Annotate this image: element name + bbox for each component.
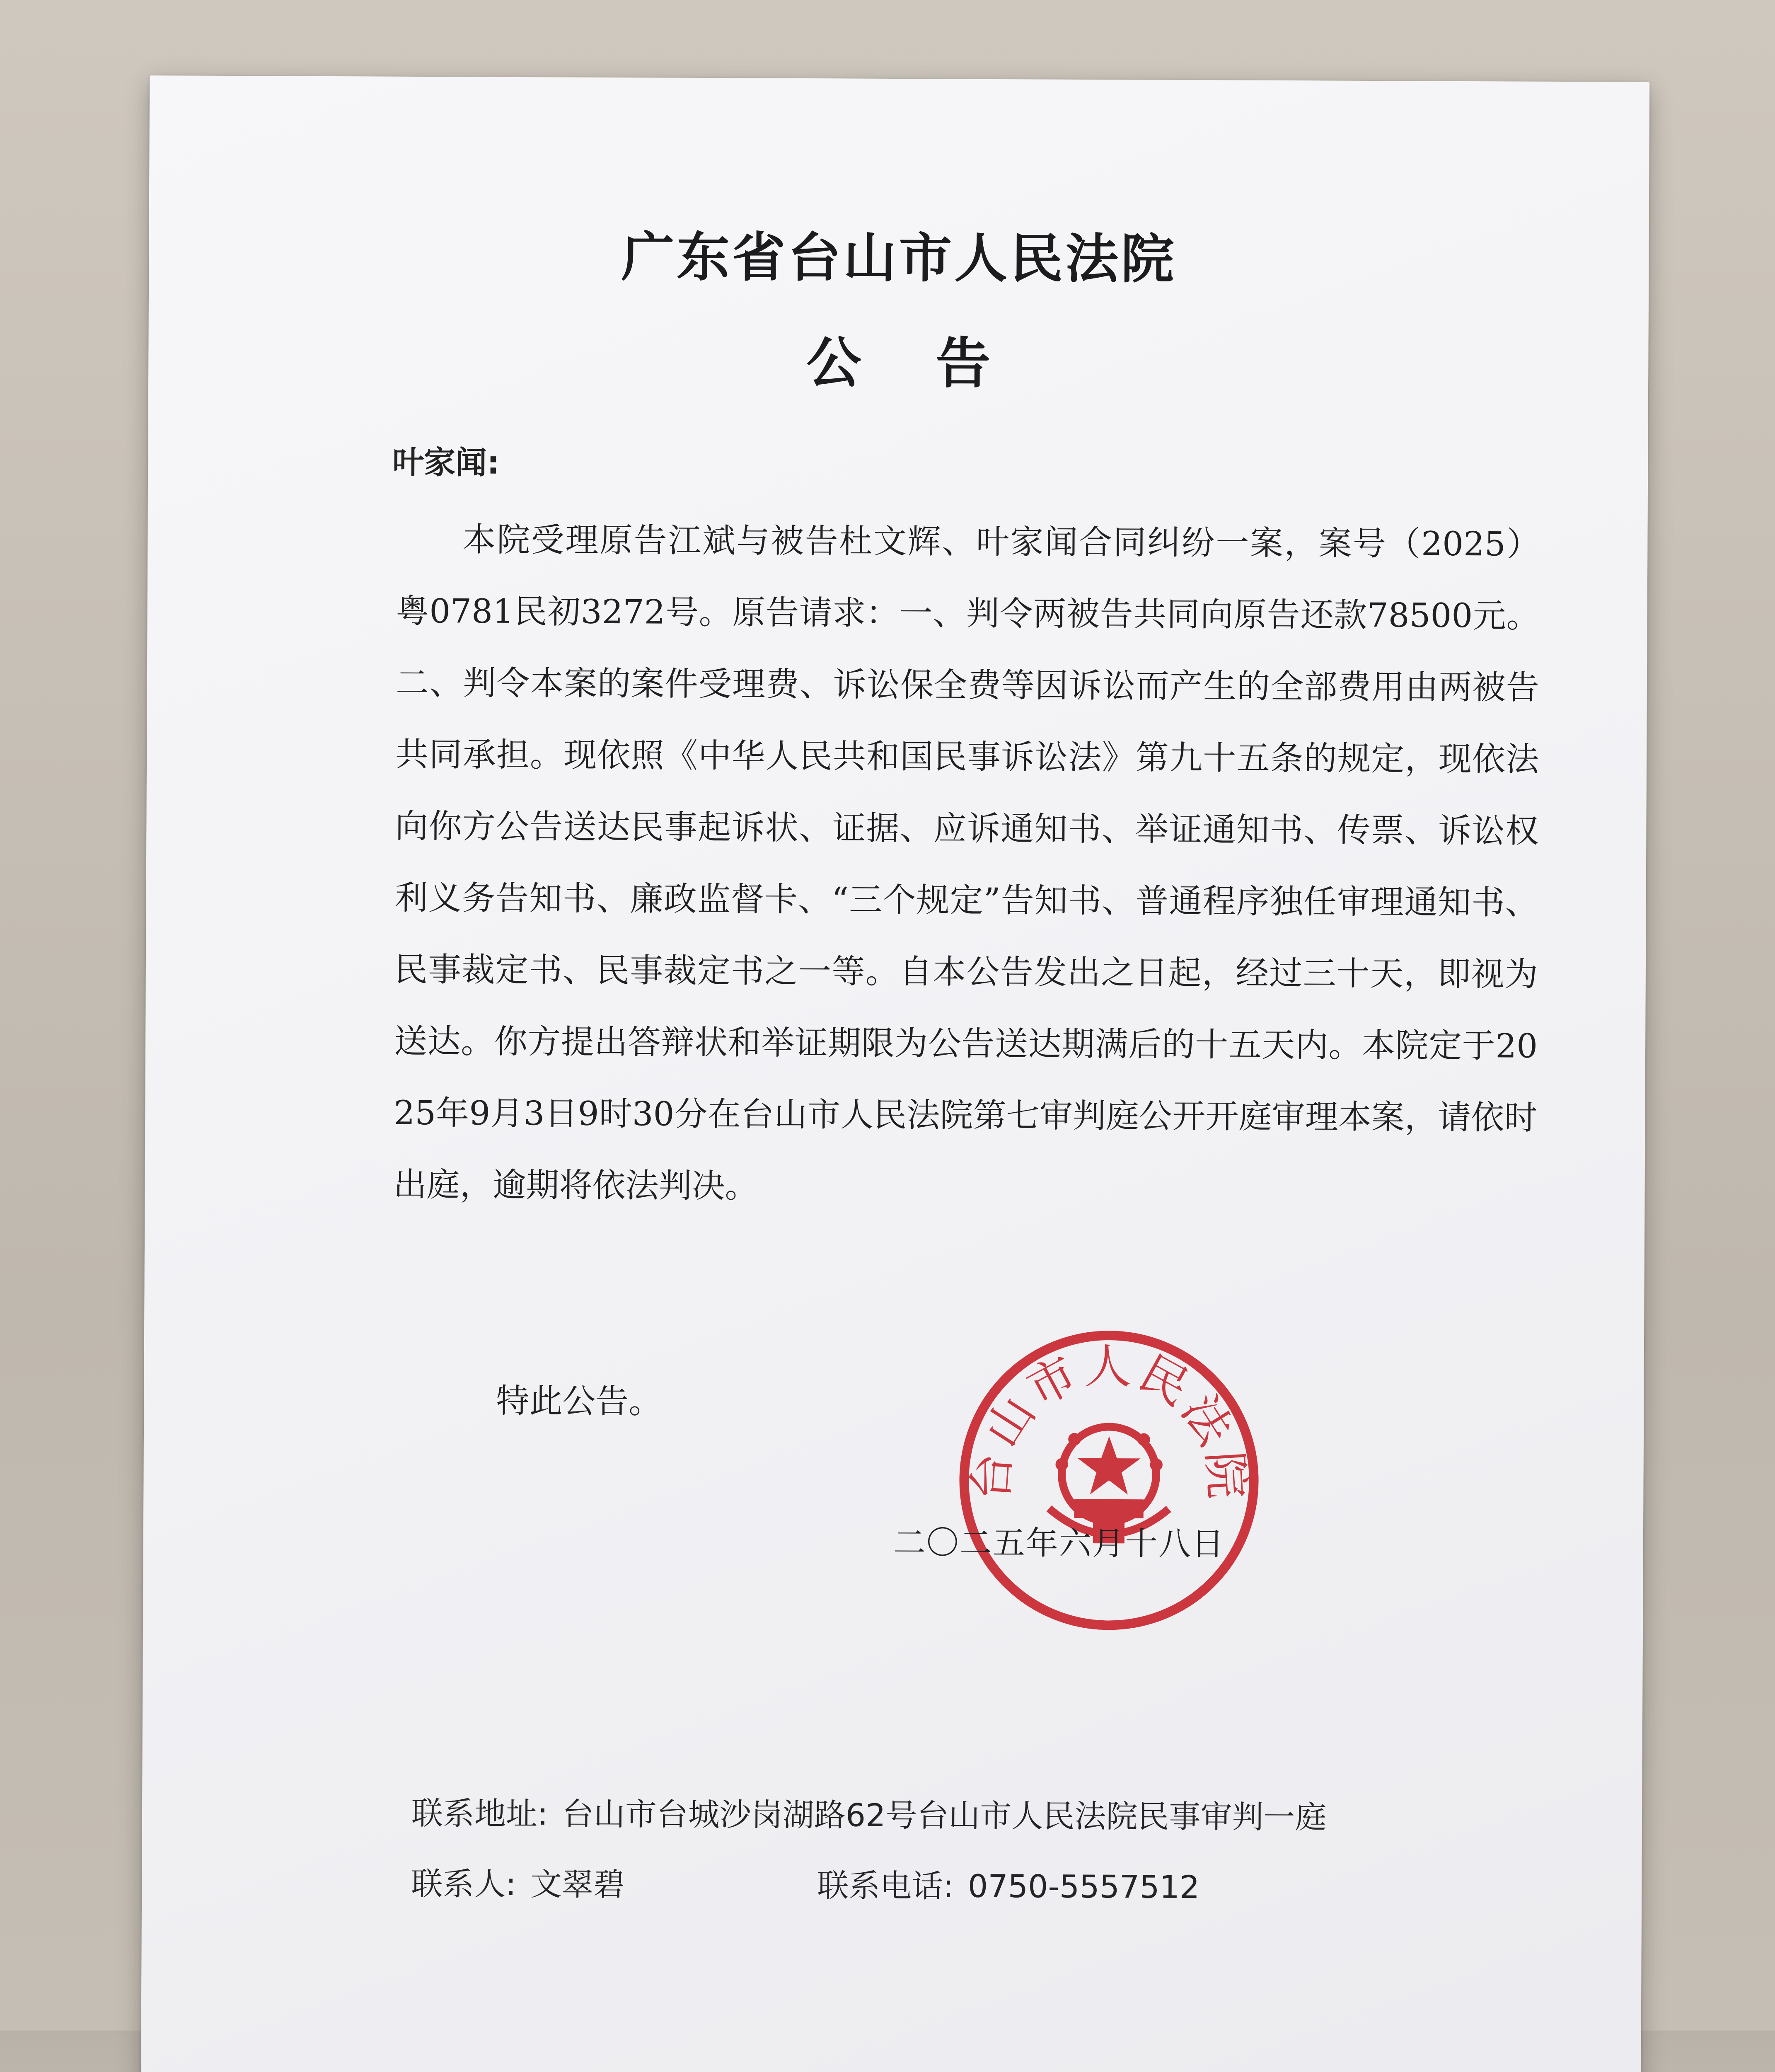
notice-body: 本院受理原告江斌与被告杜文辉、叶家闻合同纠纷一案，案号（2025）粤0781民初3272号。原告请求：一、判令两被告共同向原告还款78500元。二、判令本案的案件受理费、诉讼保全费等因诉讼而产生的全部费用由两被告共同承担。现依照《中华人民共和国民事诉讼法》第九十五条的规定，现依法向你方公告送达民事起诉状、证据、应诉通知书、举证通知书、传票、诉讼权利义务告知书、廉政监督卡、“三个规定”告知书、普通程序独任审理通知书、民事裁定书、民事裁定书之一等。自本公告发出之日起，经过三十天，即视为送达。你方提出答辩状和举证期限为公告送达期满后的十五天内。本院定于2025年9月3日9时30分在台山市人民法院第七审判庭公开开庭审理本案，请依时出庭，逾期将依法判决。 xyxy=(393,520,1540,1205)
contact-person-row xyxy=(411,1859,1200,1906)
notice-paper xyxy=(140,75,1650,2072)
document-type: 公告 xyxy=(806,331,1065,396)
court-seal xyxy=(951,1322,1267,1639)
addressee: 叶家闻: xyxy=(392,443,500,481)
address-value: 台山市台城沙岗湖路62号台山市人民法院民事审判一庭 xyxy=(562,1795,1327,1836)
court-name: 广东省台山市人民法院 xyxy=(621,226,1177,290)
seal-lettering: 台山市人民法院 xyxy=(962,1339,1255,1503)
contact-phone xyxy=(817,1860,1200,1907)
address-label: 联系地址: xyxy=(411,1794,548,1832)
person-label: 联系人: xyxy=(411,1865,517,1903)
phone-label: 联系电话: xyxy=(817,1867,954,1905)
phone-value: 0750-5557512 xyxy=(967,1867,1200,1906)
closing-line: 特此公告。 xyxy=(496,1381,662,1421)
issue-date: 二〇二五年六月十八日 xyxy=(893,1524,1225,1563)
contact-address xyxy=(411,1788,1327,1837)
person-value: 文翠碧 xyxy=(530,1866,625,1903)
